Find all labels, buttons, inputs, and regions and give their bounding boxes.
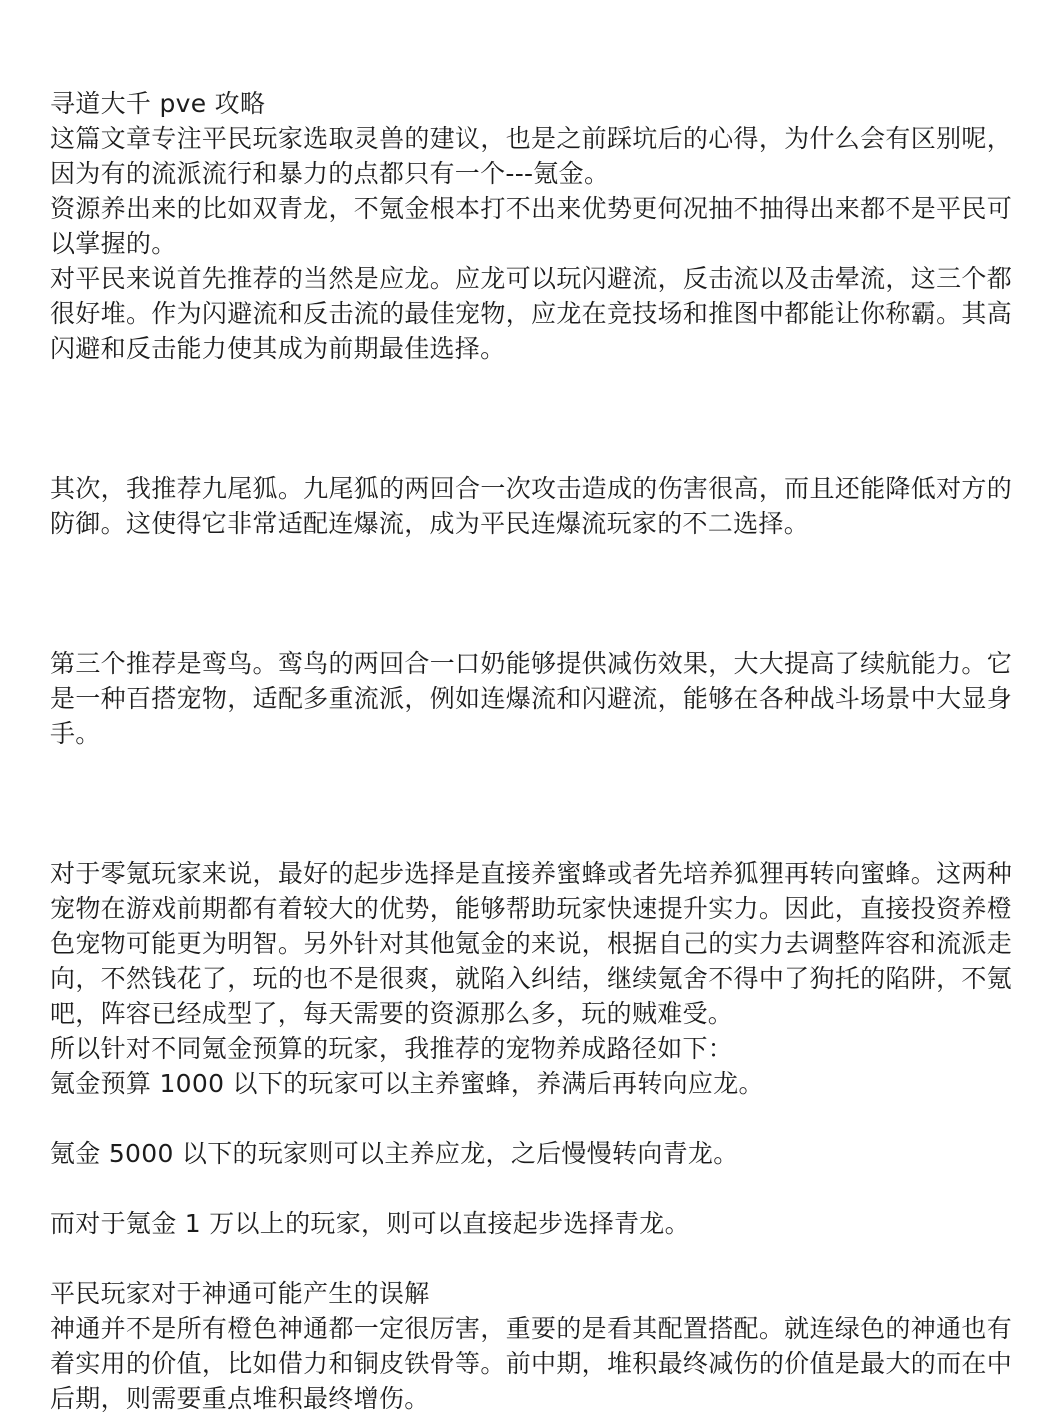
shentong-heading: 平民玩家对于神通可能产生的误解 bbox=[50, 1279, 430, 1308]
budget-10000-line: 而对于氪金 1 万以上的玩家，则可以直接起步选择青龙。 bbox=[50, 1209, 690, 1238]
spacer bbox=[50, 751, 1012, 856]
budget-1000-line: 氪金预算 1000 以下的玩家可以主养蜜蜂，养满后再转向应龙。 bbox=[50, 1069, 764, 1098]
spacer bbox=[50, 1171, 1012, 1206]
budget-intro-line: 所以针对不同氪金预算的玩家，我推荐的宠物养成路径如下： bbox=[50, 1034, 734, 1063]
spacer bbox=[50, 541, 1012, 646]
intro-paragraph-1: 这篇文章专注平民玩家选取灵兽的建议，也是之前踩坑后的心得，为什么会有区别呢，因为有的流派流行和暴力的点都只有一个---氪金。 bbox=[50, 124, 1012, 188]
shentong-paragraph: 神通并不是所有橙色神通都一定很厉害，重要的是看其配置搭配。就连绿色的神通也有着实用的价值，比如借力和铜皮铁骨等。前中期，堆积最终减伤的价值是最大的而在中后期，则需要重点堆积最终增伤。 bbox=[50, 1314, 1012, 1413]
second-recommendation-paragraph: 其次，我推荐九尾狐。九尾狐的两回合一次攻击造成的伤害很高，而且还能降低对方的防御。这使得它非常适配连爆流，成为平民连爆流玩家的不二选择。 bbox=[50, 474, 1012, 538]
spacer bbox=[50, 1241, 1012, 1276]
intro-paragraph-3: 对平民来说首先推荐的当然是应龙。应龙可以玩闪避流，反击流以及击晕流，这三个都很好堆。作为闪避流和反击流的最佳宠物，应龙在竞技场和推图中都能让你称霸。其高闪避和反击能力使其成为前期最佳选择。 bbox=[50, 264, 1012, 363]
budget-5000-line: 氪金 5000 以下的玩家则可以主养应龙，之后慢慢转向青龙。 bbox=[50, 1139, 739, 1168]
spacer bbox=[50, 1101, 1012, 1136]
zero-spend-paragraph: 对于零氪玩家来说，最好的起步选择是直接养蜜蜂或者先培养狐狸再转向蜜蜂。这两种宠物在游戏前期都有着较大的优势，能够帮助玩家快速提升实力。因此，直接投资养橙色宠物可能更为明智。另外针对其他氪金的来说，根据自己的实力去调整阵容和流派走向，不然钱花了，玩的也不是很爽，就陷入纠结，继续氪舍不得中了狗托的陷阱，不氪吧，阵容已经成型了，每天需要的资源那么多，玩的贼难受。 bbox=[50, 859, 1012, 1028]
article-title: 寻道大千 pve 攻略 bbox=[50, 89, 266, 118]
spacer bbox=[50, 366, 1012, 471]
third-recommendation-paragraph: 第三个推荐是鸾鸟。鸾鸟的两回合一口奶能够提供减伤效果，大大提高了续航能力。它是一种百搭宠物，适配多重流派，例如连爆流和闪避流，能够在各种战斗场景中大显身手。 bbox=[50, 649, 1012, 748]
intro-paragraph-2: 资源养出来的比如双青龙，不氪金根本打不出来优势更何况抽不抽得出来都不是平民可以掌握的。 bbox=[50, 194, 1012, 258]
article bbox=[50, 86, 1012, 1416]
